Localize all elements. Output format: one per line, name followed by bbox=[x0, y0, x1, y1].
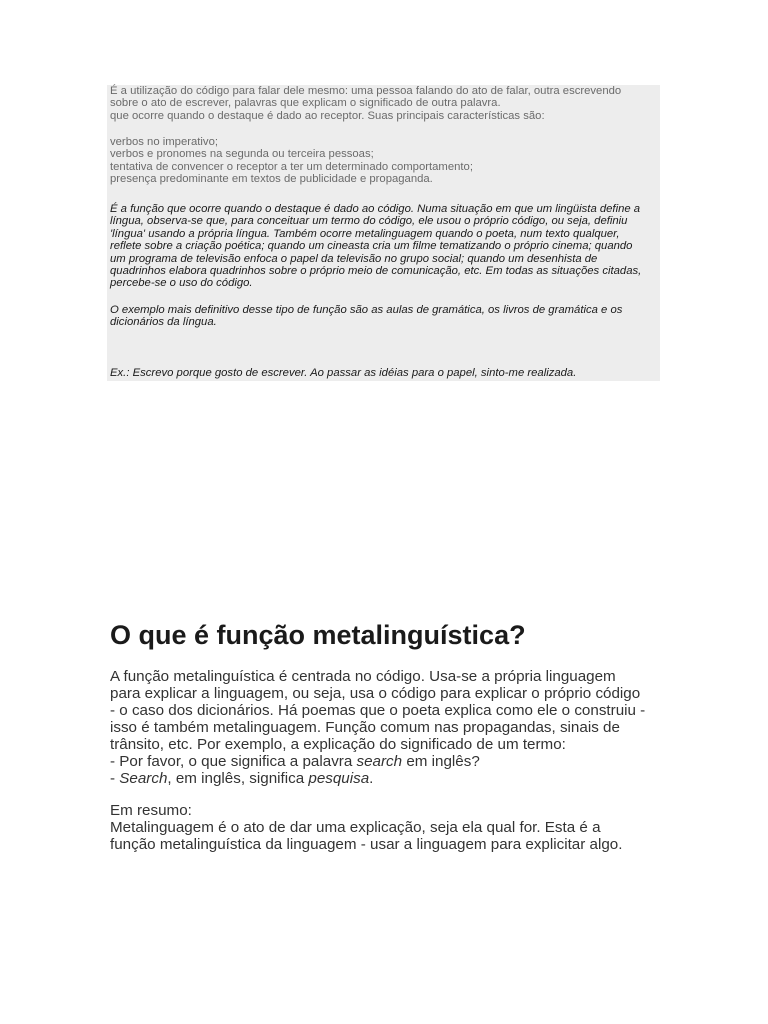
dialog-text: em inglês? bbox=[402, 753, 480, 770]
text-line: dicionários da língua. bbox=[110, 316, 217, 329]
summary-label: Em resumo: bbox=[110, 802, 192, 819]
list-item: presença predominante em textos de publicidade e propaganda. bbox=[110, 173, 433, 186]
text-line: isso é também metalinguagem. Função comum nas propagandas, sinais de bbox=[110, 719, 620, 736]
text-line: 'língua' usando a própria língua. Também ocorre metalinguagem quando o poeta, num texto qualquer, bbox=[110, 227, 620, 240]
text-line: que ocorre quando o destaque é dado ao receptor. Suas principais características são: bbox=[110, 109, 545, 122]
text-line: Ex.: Escrevo porque gosto de escrever. Ao passar as idéias para o papel, sinto-me realizada. bbox=[110, 367, 577, 379]
list-item: verbos no imperativo; bbox=[110, 136, 218, 148]
text-line: - o caso dos dicionários. Há poemas que o poeta explica como ele o construiu - bbox=[110, 702, 646, 719]
section-title: O que é função metalinguística? bbox=[110, 620, 526, 650]
excerpt-paragraph-3 bbox=[110, 304, 622, 329]
dialog-line-1 bbox=[110, 753, 645, 770]
text-line: A função metalinguística é centrada no código. Usa-se a própria linguagem bbox=[110, 668, 616, 685]
dialog-text: - bbox=[110, 770, 120, 787]
text-line: O exemplo mais definitivo desse tipo de função são as aulas de gramática, os livros de gramática e os bbox=[110, 304, 623, 316]
text-line: função metalinguística da linguagem - usar a linguagem para explicitar algo. bbox=[110, 836, 623, 853]
meaning-word: pesquisa bbox=[308, 770, 370, 787]
text-line: língua, observa-se que, para conceituar um termo do código, ele usou o próprio código, ou seja, definiu bbox=[110, 215, 628, 228]
term-word: search bbox=[356, 753, 403, 770]
dialog-text: , em inglês, significa bbox=[167, 770, 309, 787]
dialog-text: - Por favor, o que significa a palavra bbox=[110, 753, 357, 770]
text-line: para explicar a linguagem, ou seja, usa o código para explicar o próprio código bbox=[110, 685, 641, 702]
term-word: Search bbox=[119, 770, 168, 787]
dialog-line-2 bbox=[110, 770, 645, 787]
text-line: sobre o ato de escrever, palavras que explicam o significado de outra palavra. bbox=[110, 97, 501, 110]
text-line: quadrinhos elabora quadrinhos sobre o próprio meio de comunicação, etc. Em todas as situações citadas, bbox=[110, 265, 642, 278]
excerpt-paragraph-1 bbox=[110, 85, 621, 122]
excerpt-paragraph-2 bbox=[110, 203, 641, 290]
characteristics-list bbox=[110, 136, 473, 186]
list-item: verbos e pronomes na segunda ou terceira pessoas; bbox=[110, 148, 374, 161]
text-line: É a utilização do código para falar dele mesmo: uma pessoa falando do ato de falar, outra escrevendo bbox=[110, 85, 622, 97]
text-line: reflete sobre a criação poética; quando um cineasta cria um filme tematizando o próprio cinema; quando bbox=[110, 240, 633, 253]
text-line: Metalinguagem é o ato de dar uma explicação, seja ela qual for. Esta é a bbox=[110, 819, 601, 836]
text-line: percebe-se o uso do código. bbox=[110, 277, 253, 290]
text-line: É a função que ocorre quando o destaque é dado ao código. Numa situação em que um lingüista define a bbox=[110, 203, 641, 215]
list-item: tentativa de convencer o receptor a ter um determinado comportamento; bbox=[110, 160, 473, 173]
example-line bbox=[110, 367, 576, 379]
section-body bbox=[110, 668, 645, 853]
dialog-text: . bbox=[369, 770, 374, 787]
text-line: trânsito, etc. Por exemplo, a explicação do significado de um termo: bbox=[110, 736, 566, 753]
text-line: um programa de televisão enfoca o papel da televisão no grupo social; quando um desenhista de bbox=[110, 252, 598, 265]
